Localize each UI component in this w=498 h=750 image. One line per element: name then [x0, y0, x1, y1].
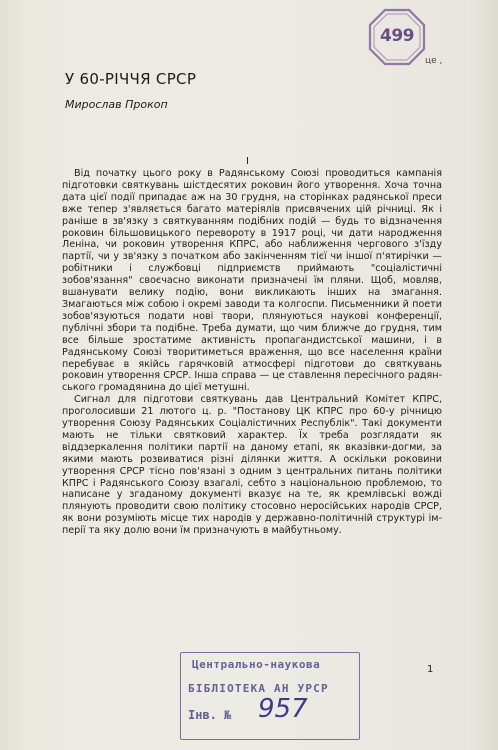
margin-mark: це , — [425, 56, 443, 66]
octagon-stamp — [368, 8, 426, 66]
paragraph-2: Сигнал для підготови святкувань дав Центральний Комітет КПРС, проголосивши 21 лютого ц. р. "Постанову ЦК КПРС про 60-у річницю утворення Союзу Радянських Соціалістичних Республік". Такі документи мають не тільки святковий характер. Їх треба розглядати як віддзеркалення політики партії на даному етапі, як вказівки-догми, за якими мають розвиватися різні ділянки життя. А оскільки роковини утворення СРСР тісно пов'язані з одним з центральних питань політики КПРС і Радянського Союзу взагалі, себто з національною проблемою, то написане у згаданому документі вказує на те, як кремлівські вожді плянують проводити свою політику стосовно неросійських народів СРСР, як вони розуміють місце тих народів у державно-політичній структурі імперії та яку долю вони їм призначують в майбутньому. — [62, 394, 442, 537]
article-body — [62, 168, 442, 537]
section-number: І — [246, 156, 249, 167]
library-stamp-line-1: Центрально-наукова — [192, 658, 321, 671]
inventory-number: 957 — [258, 694, 308, 724]
page-number: 1 — [427, 664, 434, 675]
library-stamp — [180, 652, 360, 740]
article-author: Мирослав Прокоп — [65, 98, 168, 111]
library-stamp-line-3: Інв. № — [188, 708, 232, 722]
article-title: У 60-РІЧЧЯ СРСР — [65, 70, 197, 88]
stamp-number: 499 — [380, 26, 414, 46]
paragraph-1: Від початку цього року в Радянському Союзі проводиться кампанія підготовки святкувань шістдесятих роковин його утворення. Хоча точна дата цієї події припадає аж на 30 грудня, на сторінках радянської преси вже тепер з'являється багато матеріялів присвячених цій річниці. Як і раніше в зв'язку з святкуванням подібних подій — будь то відзначення роковин більшовицького перевороту в 1917 році, чи дати народження Леніна, чи роковин утворення КПРС, або наближення чергового з'їзду партії, чи у зв'язку з початком або закінченням тієї чи іншої п'ятирічки — робітники і службовці підприємств приймають "соціалістичні зобов'язання" своєчасно виконати призначені їм пляни. Щоб, мовляв, вшанувати велику подію, вони викликають інших на змагання. Змагаються між собою і окремі заводи та колгоспи. Письменники й поети зобов'язуються подати нові твори, плянуються наукові конференції, публічні збори та подібне. Треба думати, що чим ближче до грудня, тим все більше зростатиме активність пропагандистської машини, і в Радянському Союзі творитиметься враження, що все населення країни перебуває в якійсь гарячковій атмосфері підготови до святкувань роковин утворення СРСР. Інша справа — це ставлення пересічного радянського громадянина до цієї метушні. — [62, 168, 442, 394]
library-stamp-line-2: БІБЛІОТЕКА АН УРСР — [188, 682, 329, 695]
